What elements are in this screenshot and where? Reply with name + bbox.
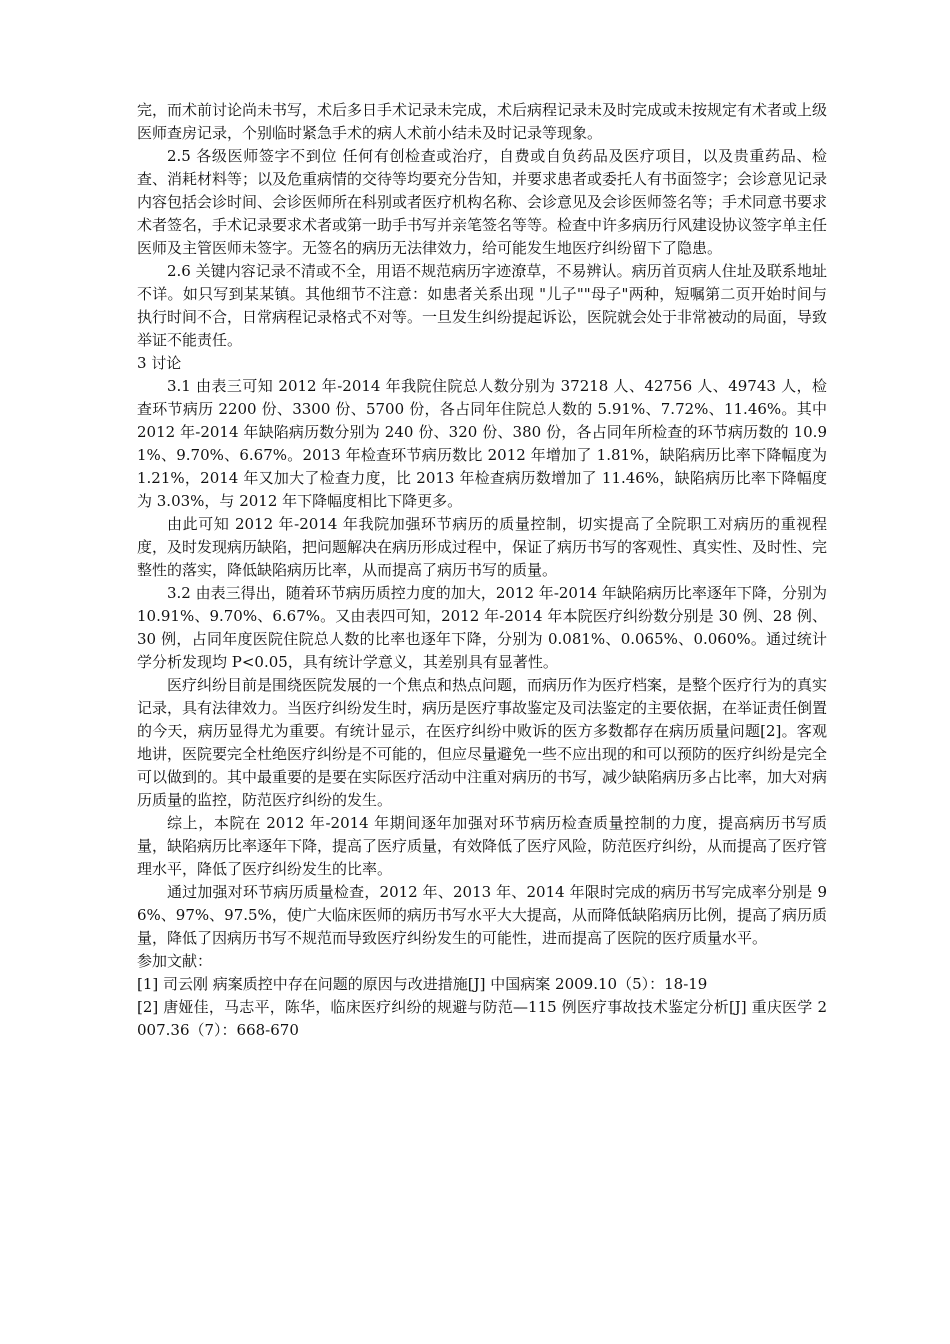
reference-item-1: [1] 司云刚 病案质控中存在问题的原因与改进措施[J] 中国病案 2009.10（5）：18-19 [137,975,708,993]
paragraph-3-1: 3.1 由表三可知 2012 年-2014 年我院住院总人数分别为 37218 人、42756 人、49743 人，检查环节病历 2200 份、3300 份、5700 份，各占同年住院总人数的 5.91%、7.72%、11.46%。其中 2012 年-2014 年缺陷病历数分别为 240 份、320 份、380 份，各占同年所检查的环节病历数的 10.91%、9.70%、6.67%。2013 年检查环节病历数比 2012 年增加了 1.81%，缺陷病历比率下降幅度为 1.21%，2014 年又加大了检查力度，比 2013 年检查病历数增加了 11.46%，缺陷病历比率下降幅度为 3.03%，与 2012 年下降幅度相比下降更多。 [137,377,827,510]
reference-item-2: [2] 唐娅佳，马志平，陈华，临床医疗纠纷的规避与防范—115 例医疗事故技术鉴定分析[J] 重庆医学 2007.36（7）：668-670 [137,998,827,1039]
paragraph-2-6-key-content: 2.6 关键内容记录不清或不全，用语不规范病历字迹潦草，不易辨认。病历首页病人住址及联系地址不详。如只写到某某镇。其他细节不注意：如患者关系出现 "儿子""母子"两种，短嘱第二页开始时间与执行时间不合，日常病程记录格式不对等。一旦发生纠纷提起诉讼，医院就会处于非常被动的局面，导致举证不能责任。 [137,262,828,349]
paragraph-summary: 综上，本院在 2012 年-2014 年期间逐年加强对环节病历检查质量控制的力度，提高病历书写质量，缺陷病历比率逐年下降，提高了医疗质量，有效降低了医疗风险，防范医疗纠纷，从而提高了医疗管理水平，降低了医疗纠纷发生的比率。 [137,814,828,878]
paragraph-continuation: 完，而术前讨论尚未书写，术后多日手术记录未完成，术后病程记录未及时完成或未按规定有术者或上级医师查房记录，个别临时紧急手术的病人术前小结未及时记录等现象。 [137,101,828,142]
paragraph-medical-disputes: 医疗纠纷目前是围绕医院发展的一个焦点和热点问题，而病历作为医疗档案，是整个医疗行为的真实记录，具有法律效力。当医疗纠纷发生时，病历是医疗事故鉴定及司法鉴定的主要依据，在举证责任倒置的今天，病历显得尤为重要。有统计显示，在医疗纠纷中败诉的医方多数都存在病历质量问题[2]。客观地讲，医院要完全杜绝医疗纠纷是不可能的，但应尽量避免一些不应出现的和可以预防的医疗纠纷是完全可以做到的。其中最重要的是要在实际医疗活动中注重对病历的书写，减少缺陷病历多占比率，加大对病历质量的监控，防范医疗纠纷的发生。 [137,676,828,809]
paragraph-completion-rate: 通过加强对环节病历质量检查，2012 年、2013 年、2014 年限时完成的病历书写完成率分别是 96%、97%、97.5%，使广大临床医师的病历书写水平大大提高，从而降低缺陷病历比例，提高了病历质量，降低了因病历书写不规范而导致医疗纠纷发生的可能性，进而提高了医院的医疗质量水平。 [137,883,827,947]
paragraph-3-1-conclusion: 由此可知 2012 年-2014 年我院加强环节病历的质量控制，切实提高了全院职工对病历的重视程度，及时发现病历缺陷，把问题解决在病历形成过程中，保证了病历书写的客观性、真实性、及时性、完整性的落实，降低缺陷病历比率，从而提高了病历书写的质量。 [137,515,828,579]
section-heading-discussion: 3 讨论 [137,354,182,372]
references-heading: 参加文献： [137,952,213,970]
document-body [137,99,827,1042]
paragraph-2-5-signatures: 2.5 各级医师签字不到位 任何有创检查或治疗，自费或自负药品及医疗项目，以及贵重药品、检查、消耗材料等；以及危重病情的交待等均要充分告知，并要求患者或委托人有书面签字；会诊意见记录内容包括会诊时间、会诊医师所在科别或者医疗机构名称、会诊意见及会诊医师签名等；手术同意书要求术者签名，手术记录要求术者或第一助手书写并亲笔签名等等。检查中许多病历行风建设协议签字单主任医师及主管医师未签字。无签名的病历无法律效力，给可能发生地医疗纠纷留下了隐患。 [137,147,828,257]
paragraph-3-2: 3.2 由表三得出，随着环节病历质控力度的加大，2012 年-2014 年缺陷病历比率逐年下降，分别为 10.91%、9.70%、6.67%。又由表四可知，2012 年-2014 年本院医疗纠纷数分别是 30 例、28 例、30 例，占同年度医院住院总人数的比率也逐年下降，分别为 0.081%、0.065%、0.060%。通过统计学分析发现均 P<0.05，具有统计学意义，其差别具有显著性。 [137,584,827,671]
